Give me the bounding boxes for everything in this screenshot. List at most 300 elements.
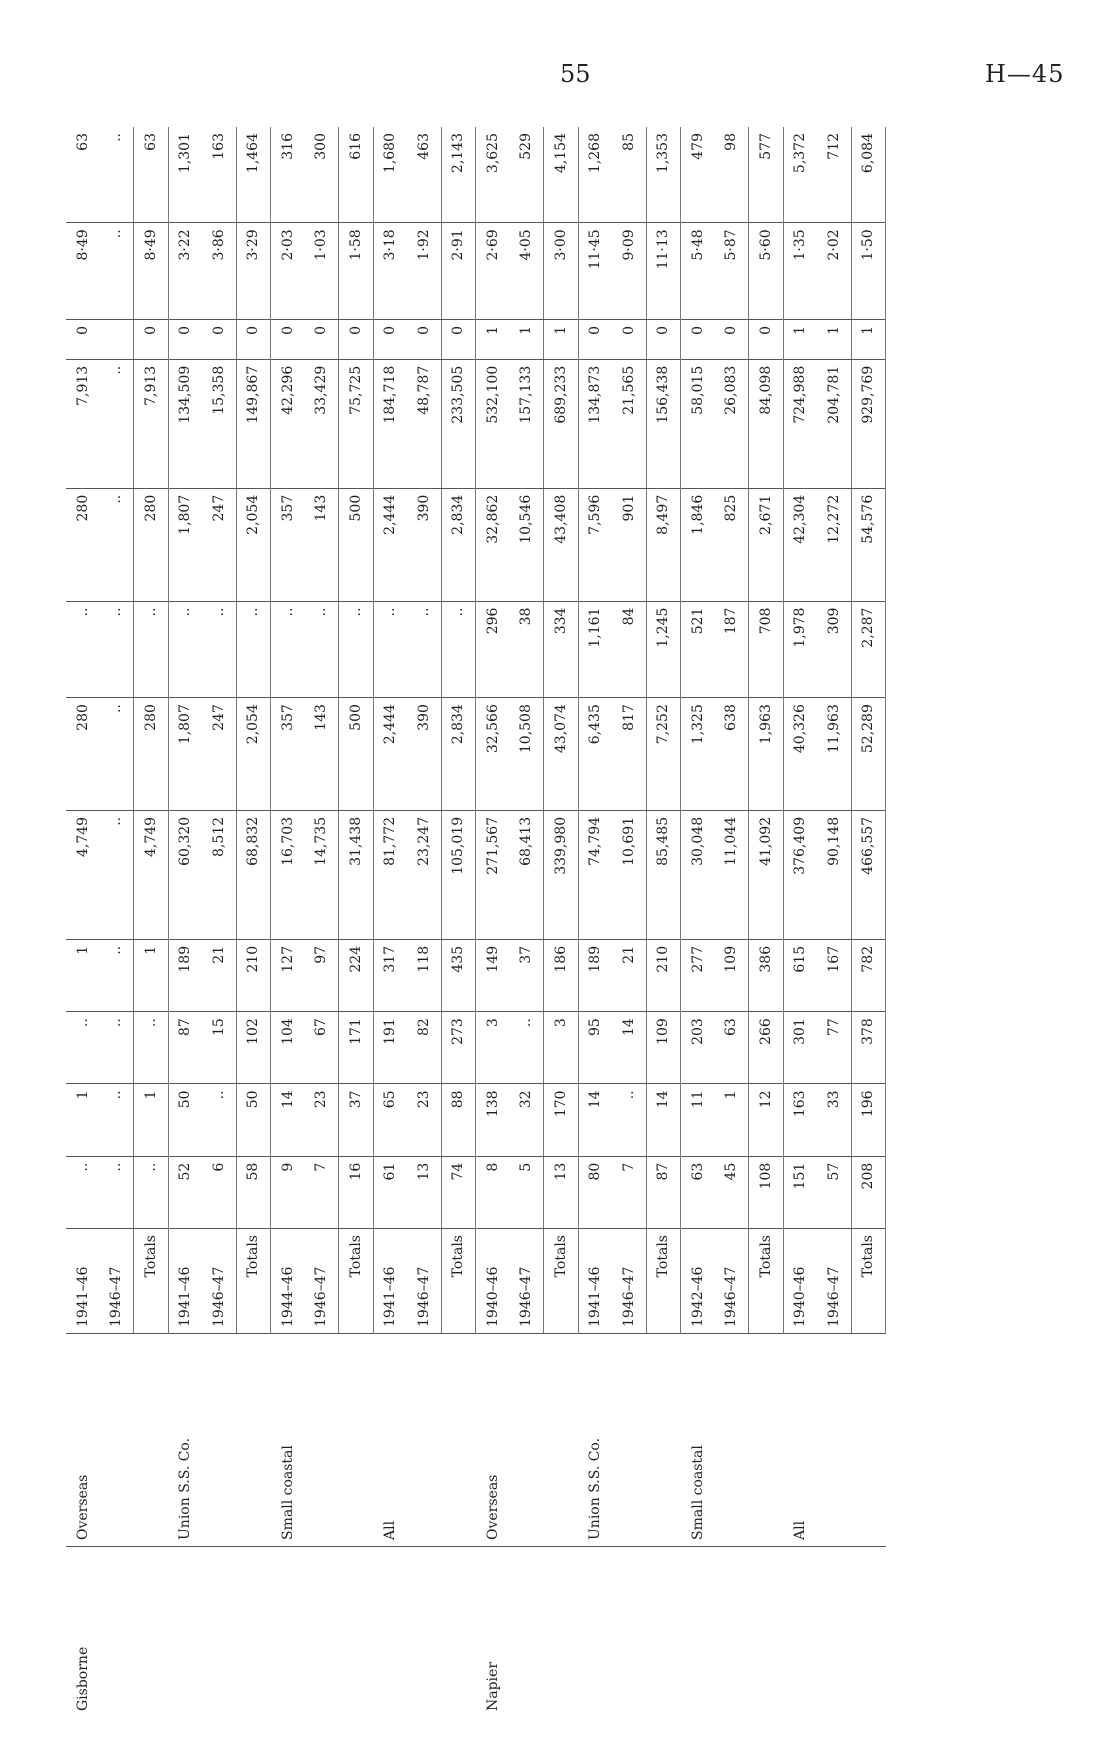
table-cell: 74,794 bbox=[578, 810, 612, 939]
table-cell bbox=[783, 1547, 817, 1718]
table-cell: 390 bbox=[407, 698, 441, 811]
table-row bbox=[715, 127, 749, 1717]
table-cell: 63 bbox=[134, 127, 169, 223]
table-row bbox=[305, 127, 339, 1717]
table-cell: 1,161 bbox=[578, 601, 612, 698]
table-cell: 11,963 bbox=[817, 698, 851, 811]
table-cell: 63 bbox=[715, 1012, 749, 1084]
table-cell: 224 bbox=[339, 939, 374, 1011]
table-cell: 77 bbox=[817, 1012, 851, 1084]
table-cell: 102 bbox=[236, 1012, 271, 1084]
table-cell bbox=[100, 319, 134, 359]
table-cell: 149,867 bbox=[236, 359, 271, 488]
table-cell bbox=[510, 1547, 544, 1718]
table-cell: 1942–46 bbox=[681, 1229, 715, 1334]
table-cell bbox=[646, 1334, 681, 1547]
table-cell: 1,464 bbox=[236, 127, 271, 223]
table-cell: 825 bbox=[715, 488, 749, 601]
table-cell: Union S.S. Co. bbox=[177, 1437, 193, 1540]
table-cell: 33,429 bbox=[305, 359, 339, 488]
table-cell: 2,671 bbox=[749, 488, 784, 601]
table-cell: 2,834 bbox=[441, 488, 476, 601]
table-cell: 43,408 bbox=[544, 488, 579, 601]
table-cell: 0 bbox=[134, 319, 169, 359]
table-cell: 1 bbox=[544, 319, 579, 359]
table-cell: 1946–47 bbox=[305, 1229, 339, 1334]
table-cell: 334 bbox=[544, 601, 579, 698]
table-cell: 60,320 bbox=[168, 810, 202, 939]
table-cell: 80 bbox=[578, 1156, 612, 1228]
table-cell: .. bbox=[100, 127, 134, 223]
table-cell: 58 bbox=[236, 1156, 271, 1228]
table-cell: 143 bbox=[305, 698, 339, 811]
table-row bbox=[612, 127, 646, 1717]
table-row bbox=[407, 127, 441, 1717]
table-cell: 1·50 bbox=[851, 223, 886, 320]
table-cell: 16 bbox=[339, 1156, 374, 1228]
table-cell: 2,054 bbox=[236, 488, 271, 601]
table-cell bbox=[339, 1334, 374, 1547]
table-cell bbox=[578, 1547, 612, 1718]
table-cell: 1 bbox=[510, 319, 544, 359]
table-cell: 1·92 bbox=[407, 223, 441, 320]
table-cell bbox=[612, 1547, 646, 1718]
table-cell: 1941–46 bbox=[373, 1229, 407, 1334]
table-cell: 0 bbox=[202, 319, 236, 359]
table-cell: 8·49 bbox=[66, 223, 100, 320]
table-cell: 2,143 bbox=[441, 127, 476, 223]
table-cell: .. bbox=[100, 810, 134, 939]
table-cell: 5·48 bbox=[681, 223, 715, 320]
table-cell: 266 bbox=[749, 1012, 784, 1084]
table-cell: 2,054 bbox=[236, 698, 271, 811]
table-cell: 65 bbox=[373, 1084, 407, 1156]
table-cell bbox=[100, 1547, 134, 1718]
table-cell: 1,353 bbox=[646, 127, 681, 223]
table-cell: 4,749 bbox=[66, 810, 100, 939]
table-cell: 500 bbox=[339, 488, 374, 601]
table-cell: 12,272 bbox=[817, 488, 851, 601]
table-cell: 708 bbox=[749, 601, 784, 698]
table-cell bbox=[305, 1334, 339, 1547]
table-cell: 1,245 bbox=[646, 601, 681, 698]
table-cell: 45 bbox=[715, 1156, 749, 1228]
table-cell bbox=[441, 1334, 476, 1547]
table-cell: 0 bbox=[749, 319, 784, 359]
table-cell: 143 bbox=[305, 488, 339, 601]
table-cell bbox=[373, 1547, 407, 1718]
table-cell: 38 bbox=[510, 601, 544, 698]
table-cell bbox=[749, 1547, 784, 1718]
table-cell: 689,233 bbox=[544, 359, 579, 488]
table-cell: 0 bbox=[305, 319, 339, 359]
table-cell: 0 bbox=[646, 319, 681, 359]
table-cell: All bbox=[792, 1520, 808, 1540]
table-cell: .. bbox=[168, 601, 202, 698]
table-cell: 109 bbox=[715, 939, 749, 1011]
table-cell: 1,325 bbox=[681, 698, 715, 811]
table-row bbox=[783, 127, 817, 1717]
table-cell bbox=[817, 1547, 851, 1718]
table-cell: 163 bbox=[783, 1084, 817, 1156]
table-cell: 3·00 bbox=[544, 223, 579, 320]
table-cell: 1 bbox=[817, 319, 851, 359]
table-cell: 85,485 bbox=[646, 810, 681, 939]
table-cell: 386 bbox=[749, 939, 784, 1011]
table-cell: .. bbox=[202, 601, 236, 698]
table-cell: Totals bbox=[544, 1229, 579, 1334]
table-cell: 273 bbox=[441, 1012, 476, 1084]
table-cell: 14 bbox=[578, 1084, 612, 1156]
table-row bbox=[646, 127, 681, 1717]
table-cell: 2,444 bbox=[373, 698, 407, 811]
table-row bbox=[271, 127, 305, 1717]
table-cell: 4,749 bbox=[134, 810, 169, 939]
table-cell: 32 bbox=[510, 1084, 544, 1156]
table-cell: 1946–47 bbox=[715, 1229, 749, 1334]
table-cell: 170 bbox=[544, 1084, 579, 1156]
table-cell: 0 bbox=[271, 319, 305, 359]
table-cell: 301 bbox=[783, 1012, 817, 1084]
table-cell: 0 bbox=[612, 319, 646, 359]
table-cell: 0 bbox=[373, 319, 407, 359]
table-cell: Overseas bbox=[74, 1474, 91, 1540]
table-cell: 42,304 bbox=[783, 488, 817, 601]
table-cell bbox=[715, 1547, 749, 1718]
table-cell: 5·60 bbox=[749, 223, 784, 320]
table-cell bbox=[168, 1547, 202, 1718]
table-cell: 85 bbox=[612, 127, 646, 223]
table-cell: Overseas bbox=[484, 1474, 501, 1540]
table-row bbox=[749, 127, 784, 1717]
table-cell: 156,438 bbox=[646, 359, 681, 488]
table-cell: 189 bbox=[578, 939, 612, 1011]
rotated-table-container bbox=[66, 127, 946, 1717]
table-cell: .. bbox=[66, 1156, 100, 1228]
table-cell: 280 bbox=[134, 488, 169, 601]
table-cell: 84 bbox=[612, 601, 646, 698]
table-cell: .. bbox=[100, 223, 134, 320]
table-cell: 48,787 bbox=[407, 359, 441, 488]
table-cell: 14 bbox=[646, 1084, 681, 1156]
table-cell: 210 bbox=[236, 939, 271, 1011]
table-cell: 11·45 bbox=[578, 223, 612, 320]
table-cell: 15 bbox=[202, 1012, 236, 1084]
table-cell: 8·49 bbox=[134, 223, 169, 320]
table-cell: 151 bbox=[783, 1156, 817, 1228]
table-cell: 31,438 bbox=[339, 810, 374, 939]
table-cell: 1 bbox=[476, 319, 510, 359]
table-cell: .. bbox=[373, 601, 407, 698]
table-cell: 163 bbox=[202, 127, 236, 223]
table-cell bbox=[305, 1547, 339, 1718]
table-cell: 21 bbox=[202, 939, 236, 1011]
table-cell: 87 bbox=[646, 1156, 681, 1228]
table-cell: 9·09 bbox=[612, 223, 646, 320]
table-cell: 317 bbox=[373, 939, 407, 1011]
table-cell: Totals bbox=[134, 1229, 169, 1334]
table-cell: 0 bbox=[715, 319, 749, 359]
table-cell: 3·22 bbox=[168, 223, 202, 320]
table-cell: 1 bbox=[134, 1084, 169, 1156]
table-cell bbox=[407, 1547, 441, 1718]
table-row bbox=[510, 127, 544, 1717]
table-cell: 1,807 bbox=[168, 488, 202, 601]
table-cell: 1 bbox=[851, 319, 886, 359]
table-cell: 529 bbox=[510, 127, 544, 223]
table-cell: 2·03 bbox=[271, 223, 305, 320]
table-row bbox=[339, 127, 374, 1717]
table-cell: 1944–46 bbox=[271, 1229, 305, 1334]
table-cell: 50 bbox=[168, 1084, 202, 1156]
table-cell: 37 bbox=[339, 1084, 374, 1156]
table-cell: 88 bbox=[441, 1084, 476, 1156]
table-cell: 1946–47 bbox=[817, 1229, 851, 1334]
table-cell: 0 bbox=[578, 319, 612, 359]
table-cell: 67 bbox=[305, 1012, 339, 1084]
table-cell: 300 bbox=[305, 127, 339, 223]
table-cell: 390 bbox=[407, 488, 441, 601]
table-cell: 0 bbox=[441, 319, 476, 359]
table-cell: 532,100 bbox=[476, 359, 510, 488]
table-cell: 1940–46 bbox=[476, 1229, 510, 1334]
table-cell: 7,913 bbox=[66, 359, 100, 488]
table-cell bbox=[510, 1334, 544, 1547]
table-row bbox=[202, 127, 236, 1717]
table-cell: 118 bbox=[407, 939, 441, 1011]
table-cell: 81,772 bbox=[373, 810, 407, 939]
table-cell: 21,565 bbox=[612, 359, 646, 488]
table-cell: 1,846 bbox=[681, 488, 715, 601]
table-cell bbox=[749, 1334, 784, 1547]
table-cell: 2,444 bbox=[373, 488, 407, 601]
page-number: 55 bbox=[560, 60, 591, 88]
table-cell: 376,409 bbox=[783, 810, 817, 939]
table-cell bbox=[612, 1334, 646, 1547]
table-cell: .. bbox=[100, 601, 134, 698]
table-cell: .. bbox=[66, 1012, 100, 1084]
table-cell: 33 bbox=[817, 1084, 851, 1156]
table-cell: 104 bbox=[271, 1012, 305, 1084]
table-cell: .. bbox=[100, 359, 134, 488]
table-cell: 11 bbox=[681, 1084, 715, 1156]
table-cell: All bbox=[382, 1520, 398, 1540]
table-cell: .. bbox=[407, 601, 441, 698]
table-cell: .. bbox=[236, 601, 271, 698]
table-cell: 1941–46 bbox=[66, 1229, 100, 1334]
table-cell: 8 bbox=[476, 1156, 510, 1228]
table-cell: .. bbox=[100, 698, 134, 811]
table-row bbox=[100, 127, 134, 1717]
table-row bbox=[681, 127, 715, 1717]
table-cell: 13 bbox=[407, 1156, 441, 1228]
table-cell: 4,154 bbox=[544, 127, 579, 223]
table-cell: .. bbox=[271, 601, 305, 698]
table-cell: Totals bbox=[851, 1229, 886, 1334]
table-cell: 157,133 bbox=[510, 359, 544, 488]
table-cell: 11,044 bbox=[715, 810, 749, 939]
table-cell: 4·05 bbox=[510, 223, 544, 320]
table-row bbox=[134, 127, 169, 1717]
table-row bbox=[373, 127, 407, 1717]
table-cell bbox=[100, 1334, 134, 1547]
table-cell: 57 bbox=[817, 1156, 851, 1228]
table-cell: 167 bbox=[817, 939, 851, 1011]
table-cell: 3,625 bbox=[476, 127, 510, 223]
table-cell: 466,557 bbox=[851, 810, 886, 939]
table-cell: 134,509 bbox=[168, 359, 202, 488]
table-cell: 8,512 bbox=[202, 810, 236, 939]
table-cell: 615 bbox=[783, 939, 817, 1011]
table-cell: 184,718 bbox=[373, 359, 407, 488]
table-cell bbox=[646, 1547, 681, 1718]
table-cell: 577 bbox=[749, 127, 784, 223]
table-cell: 378 bbox=[851, 1012, 886, 1084]
table-cell: 817 bbox=[612, 698, 646, 811]
table-cell: 16,703 bbox=[271, 810, 305, 939]
table-cell bbox=[134, 1547, 169, 1718]
table-cell bbox=[202, 1334, 236, 1547]
table-cell: 0 bbox=[681, 319, 715, 359]
table-cell: Totals bbox=[646, 1229, 681, 1334]
table-cell: 138 bbox=[476, 1084, 510, 1156]
table-cell: 1946–47 bbox=[612, 1229, 646, 1334]
table-cell bbox=[851, 1547, 886, 1718]
table-cell: 23,247 bbox=[407, 810, 441, 939]
table-cell: 41,092 bbox=[749, 810, 784, 939]
table-cell: 1941–46 bbox=[578, 1229, 612, 1334]
table-cell: 1,268 bbox=[578, 127, 612, 223]
table-row bbox=[441, 127, 476, 1717]
table-cell: 7,913 bbox=[134, 359, 169, 488]
table-cell: 63 bbox=[681, 1156, 715, 1228]
table-cell bbox=[339, 1547, 374, 1718]
table-cell: Napier bbox=[476, 1547, 510, 1718]
table-cell: 7 bbox=[305, 1156, 339, 1228]
table-cell: 2·91 bbox=[441, 223, 476, 320]
table-cell: 638 bbox=[715, 698, 749, 811]
table-cell: 280 bbox=[66, 488, 100, 601]
table-cell: 58,015 bbox=[681, 359, 715, 488]
table-cell: 1,978 bbox=[783, 601, 817, 698]
table-cell: 95 bbox=[578, 1012, 612, 1084]
table-cell: 10,546 bbox=[510, 488, 544, 601]
table-cell: 1,680 bbox=[373, 127, 407, 223]
table-cell bbox=[544, 1334, 579, 1547]
statistics-table bbox=[66, 127, 886, 1717]
table-cell: 210 bbox=[646, 939, 681, 1011]
table-cell: 97 bbox=[305, 939, 339, 1011]
table-cell: 277 bbox=[681, 939, 715, 1011]
table-cell: 14 bbox=[612, 1012, 646, 1084]
table-cell: 149 bbox=[476, 939, 510, 1011]
table-cell: 52,289 bbox=[851, 698, 886, 811]
table-cell: 479 bbox=[681, 127, 715, 223]
table-cell: 233,505 bbox=[441, 359, 476, 488]
table-cell: 1946–47 bbox=[100, 1229, 134, 1334]
table-cell: 189 bbox=[168, 939, 202, 1011]
page-code: H—45 bbox=[985, 60, 1065, 88]
table-cell: 13 bbox=[544, 1156, 579, 1228]
table-cell bbox=[715, 1334, 749, 1547]
table-cell: 171 bbox=[339, 1012, 374, 1084]
table-cell: .. bbox=[202, 1084, 236, 1156]
table-cell: 3 bbox=[544, 1012, 579, 1084]
table-cell: .. bbox=[100, 1084, 134, 1156]
table-cell: 309 bbox=[817, 601, 851, 698]
table-row bbox=[236, 127, 271, 1717]
table-cell: 21 bbox=[612, 939, 646, 1011]
table-cell: 40,326 bbox=[783, 698, 817, 811]
table-cell: 68,832 bbox=[236, 810, 271, 939]
table-row bbox=[66, 127, 100, 1717]
table-cell: 280 bbox=[66, 698, 100, 811]
table-cell: 105,019 bbox=[441, 810, 476, 939]
table-cell: 2,834 bbox=[441, 698, 476, 811]
table-cell: 1,301 bbox=[168, 127, 202, 223]
table-cell: 52 bbox=[168, 1156, 202, 1228]
table-cell: 316 bbox=[271, 127, 305, 223]
table-cell: 26,083 bbox=[715, 359, 749, 488]
table-cell: 616 bbox=[339, 127, 374, 223]
table-row bbox=[851, 127, 886, 1717]
table-cell: 296 bbox=[476, 601, 510, 698]
table-cell: Gisborne bbox=[66, 1547, 100, 1718]
table-cell: 15,358 bbox=[202, 359, 236, 488]
table-cell: 98 bbox=[715, 127, 749, 223]
table-cell: 6,435 bbox=[578, 698, 612, 811]
table-cell: 0 bbox=[66, 319, 100, 359]
table-cell: 10,691 bbox=[612, 810, 646, 939]
table-cell: 14 bbox=[271, 1084, 305, 1156]
table-cell bbox=[271, 1547, 305, 1718]
table-cell: 30,048 bbox=[681, 810, 715, 939]
table-cell: 463 bbox=[407, 127, 441, 223]
table-cell: 37 bbox=[510, 939, 544, 1011]
table-cell: 75,725 bbox=[339, 359, 374, 488]
table-cell: 108 bbox=[749, 1156, 784, 1228]
table-cell: 1 bbox=[783, 319, 817, 359]
table-cell: 247 bbox=[202, 488, 236, 601]
table-cell: Totals bbox=[236, 1229, 271, 1334]
table-cell: .. bbox=[441, 601, 476, 698]
table-cell: 7 bbox=[612, 1156, 646, 1228]
table-cell: 2,287 bbox=[851, 601, 886, 698]
table-cell: 2·69 bbox=[476, 223, 510, 320]
table-cell: 271,567 bbox=[476, 810, 510, 939]
table-cell: 87 bbox=[168, 1012, 202, 1084]
table-cell: 203 bbox=[681, 1012, 715, 1084]
table-cell: 74 bbox=[441, 1156, 476, 1228]
table-cell: 724,988 bbox=[783, 359, 817, 488]
table-cell: 196 bbox=[851, 1084, 886, 1156]
table-cell: 929,769 bbox=[851, 359, 886, 488]
table-cell: 63 bbox=[66, 127, 100, 223]
table-cell bbox=[851, 1334, 886, 1547]
table-cell: 10,508 bbox=[510, 698, 544, 811]
table-cell: 7,596 bbox=[578, 488, 612, 601]
table-row bbox=[168, 127, 202, 1717]
table-cell: .. bbox=[134, 1012, 169, 1084]
table-cell bbox=[441, 1547, 476, 1718]
table-cell: 5,372 bbox=[783, 127, 817, 223]
table-cell: 14,735 bbox=[305, 810, 339, 939]
table-row bbox=[817, 127, 851, 1717]
table-cell: 247 bbox=[202, 698, 236, 811]
table-cell: .. bbox=[100, 1156, 134, 1228]
table-cell: 1 bbox=[715, 1084, 749, 1156]
table-cell: 435 bbox=[441, 939, 476, 1011]
